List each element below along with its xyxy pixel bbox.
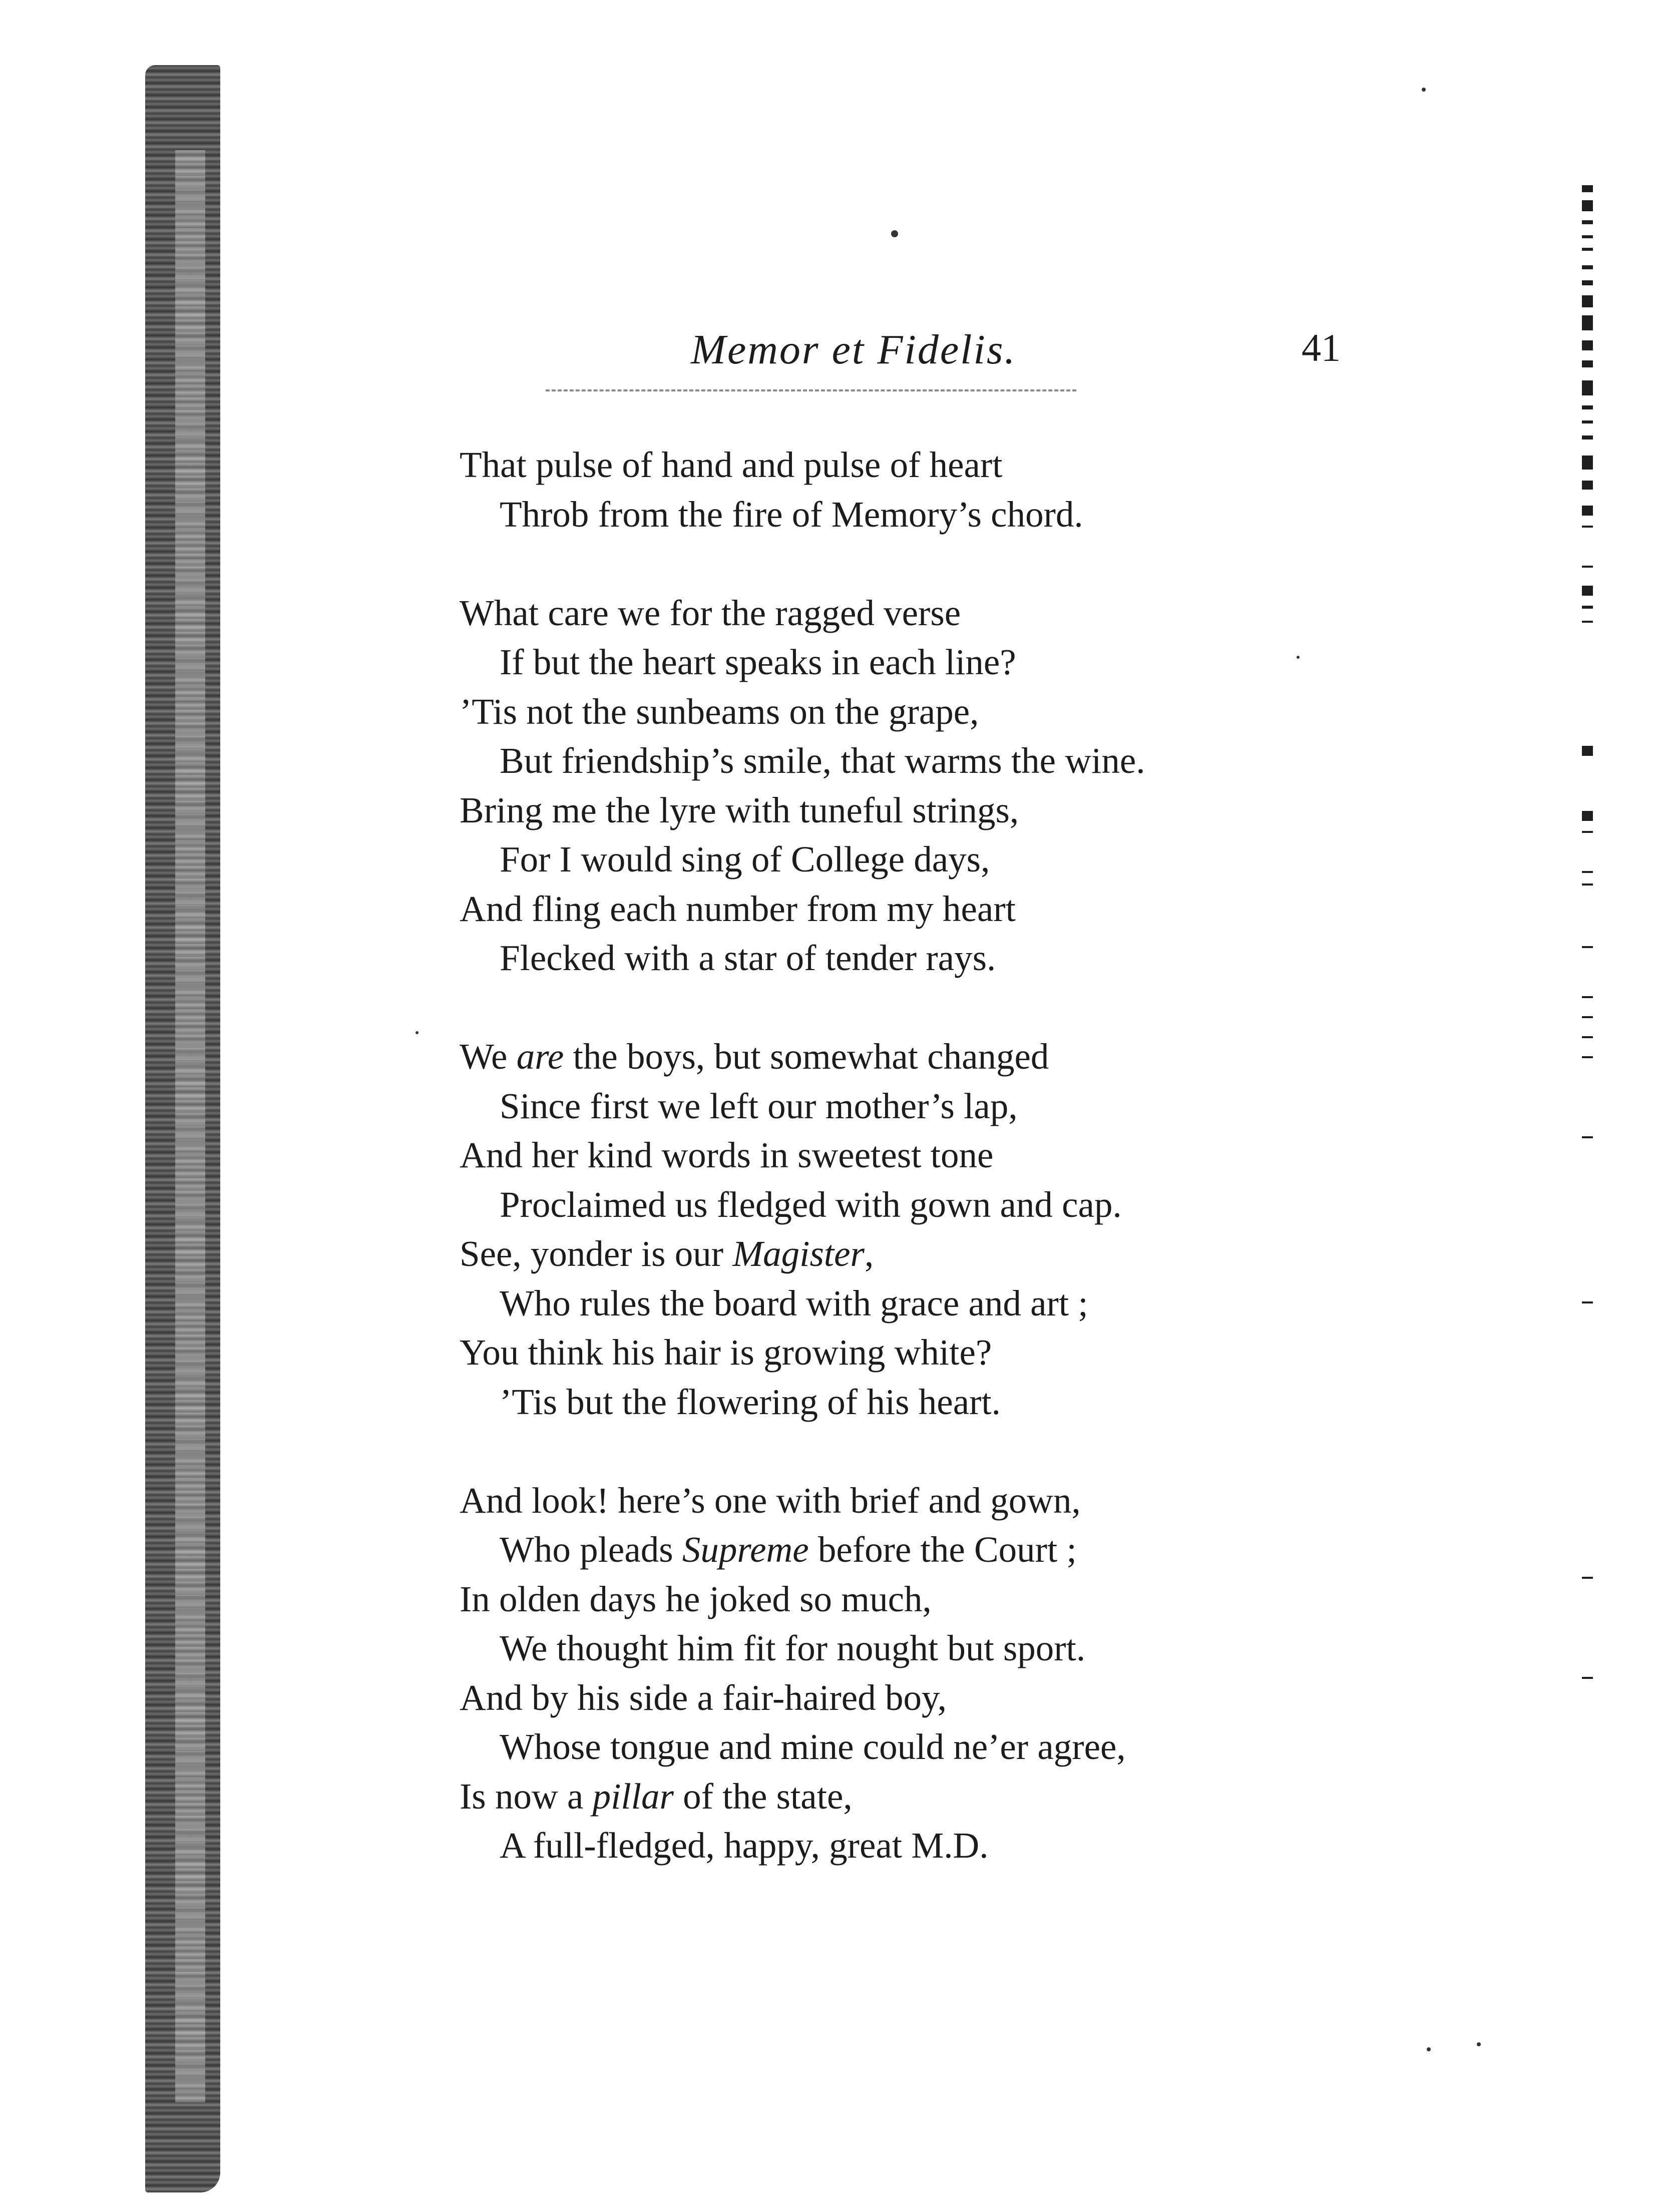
poem-line: ’Tis not the sunbeams on the grape, — [460, 691, 979, 732]
line-text: before the Court ; — [808, 1529, 1077, 1570]
poem-line: Proclaimed us fledged with gown and cap. — [500, 1184, 1122, 1225]
stanza — [460, 589, 1461, 983]
poem-line: Since first we left our mother’s lap, — [500, 1085, 1018, 1126]
stanza-break — [460, 983, 1461, 1033]
poem-line — [460, 1772, 1461, 1822]
line-text: , — [864, 1233, 874, 1274]
poem-line: For I would sing of College days, — [500, 839, 990, 879]
stanza-break — [460, 1427, 1461, 1476]
poem-line: But friendship’s smile, that warms the wine. — [500, 740, 1145, 781]
poem-line: And by his side a fair-haired boy, — [460, 1677, 947, 1718]
italic-word: Magister — [732, 1233, 865, 1274]
poem-line: In olden days he joked so much, — [460, 1578, 932, 1619]
book-binding-shadow — [175, 150, 205, 2102]
poem-line — [460, 1525, 1461, 1575]
poem-line: That pulse of hand and pulse of heart — [460, 445, 1003, 485]
poem-line — [460, 1032, 1461, 1082]
line-text: the boys, but somewhat changed — [564, 1036, 1049, 1077]
poem-line: Throb from the fire of Memory’s chord. — [500, 494, 1083, 535]
poem-line — [460, 1229, 1461, 1279]
poem-line: Whose tongue and mine could ne’er agree, — [500, 1726, 1126, 1767]
italic-word: Supreme — [682, 1529, 809, 1570]
stanza — [460, 1032, 1461, 1427]
line-text: See, yonder is our — [460, 1233, 733, 1274]
stanza-break — [460, 539, 1461, 589]
line-text: We — [460, 1036, 517, 1077]
line-text: Is now a — [460, 1776, 593, 1817]
poem-line: You think his hair is growing white? — [460, 1332, 992, 1373]
poem-line: What care we for the ragged verse — [460, 592, 961, 633]
stanza — [460, 440, 1461, 539]
page-edge-marks — [1582, 185, 1602, 1687]
line-text: Who pleads — [500, 1529, 682, 1570]
poem-body — [460, 440, 1461, 1871]
poem-line: A full-fledged, happy, great M.D. — [500, 1825, 989, 1866]
poem-line: If but the heart speaks in each line? — [500, 642, 1016, 682]
line-text: of the state, — [673, 1776, 853, 1817]
poem-line: And her kind words in sweetest tone — [460, 1135, 994, 1175]
poem-line: We thought him fit for nought but sport. — [500, 1628, 1086, 1668]
poem-line: Who rules the board with grace and art ; — [500, 1282, 1088, 1323]
header-rule — [546, 389, 1076, 391]
stanza — [460, 1476, 1461, 1871]
poem-line: Bring me the lyre with tuneful strings, — [460, 789, 1019, 830]
italic-word: are — [516, 1036, 564, 1077]
poem-line: Flecked with a star of tender rays. — [500, 938, 996, 978]
page-number: 41 — [1302, 326, 1341, 369]
poem-line: And look! here’s one with brief and gown, — [460, 1480, 1081, 1521]
poem-line: ’Tis but the flowering of his heart. — [500, 1381, 1001, 1422]
running-title: Memor et Fidelis. — [691, 326, 1017, 373]
italic-word: pillar — [592, 1776, 674, 1817]
poem-line: And fling each number from my heart — [460, 888, 1016, 929]
page-header — [691, 325, 1392, 385]
